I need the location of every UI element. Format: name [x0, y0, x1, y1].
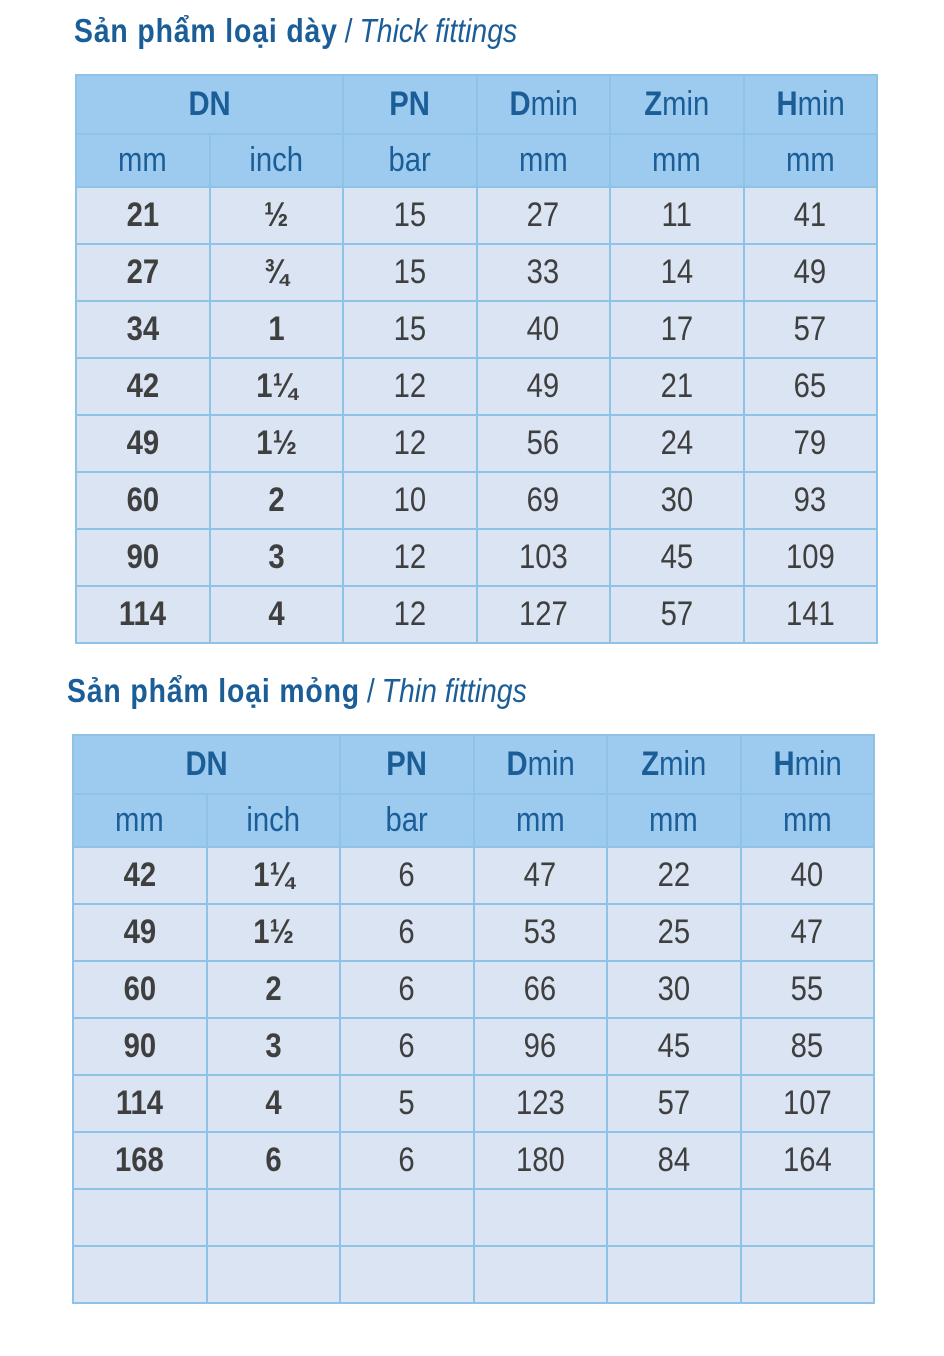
table-row: [73, 961, 874, 1018]
cell-dn-mm: [73, 1246, 207, 1303]
cell-dmin-mm: 103: [477, 529, 611, 586]
cell-dn-inch: 3: [210, 529, 344, 586]
cell-hmin-mm: 40: [741, 847, 875, 904]
unit-pn: bar: [340, 794, 474, 847]
unit-zmin: mm: [610, 134, 744, 187]
cell-dmin-mm: 127: [477, 586, 611, 643]
cell-pn-bar: [340, 1246, 474, 1303]
cell-dmin-mm: 49: [477, 358, 611, 415]
cell-hmin-mm: 85: [741, 1018, 875, 1075]
thick-section-title: [74, 12, 517, 50]
header-dn: DN: [76, 75, 343, 134]
cell-dn-mm: 60: [73, 961, 207, 1018]
title-separator: /: [344, 12, 353, 49]
cell-zmin-mm: 17: [610, 301, 744, 358]
cell-zmin-mm: 45: [607, 1018, 741, 1075]
cell-hmin-mm: 164: [741, 1132, 875, 1189]
cell-dn-inch: ½: [210, 187, 344, 244]
cell-hmin-mm: 141: [744, 586, 878, 643]
cell-dn-inch: 2: [210, 472, 344, 529]
unit-dn-inch: inch: [207, 794, 341, 847]
cell-zmin-mm: 84: [607, 1132, 741, 1189]
cell-dn-mm: 49: [73, 904, 207, 961]
cell-zmin-mm: 21: [610, 358, 744, 415]
cell-dmin-mm: 40: [477, 301, 611, 358]
cell-hmin-mm: 65: [744, 358, 878, 415]
cell-hmin-mm: 107: [741, 1075, 875, 1132]
header-hmin: Hmin: [741, 735, 875, 794]
cell-dn-inch: 1½: [210, 415, 344, 472]
cell-zmin-mm: [607, 1246, 741, 1303]
cell-zmin-mm: 24: [610, 415, 744, 472]
unit-dn-mm: mm: [73, 794, 207, 847]
cell-pn-bar: 12: [343, 586, 477, 643]
thin-section-title: [67, 672, 527, 710]
cell-dn-mm: 90: [76, 529, 210, 586]
cell-hmin-mm: [741, 1246, 875, 1303]
cell-dn-inch: 1½: [207, 904, 341, 961]
cell-dmin-mm: 27: [477, 187, 611, 244]
cell-dn-mm: 60: [76, 472, 210, 529]
cell-pn-bar: 15: [343, 187, 477, 244]
cell-pn-bar: 15: [343, 301, 477, 358]
cell-pn-bar: 6: [340, 904, 474, 961]
cell-dmin-mm: 56: [477, 415, 611, 472]
table-row: [73, 1189, 874, 1246]
cell-hmin-mm: 47: [741, 904, 875, 961]
thick-fittings-table: [75, 74, 878, 644]
cell-zmin-mm: 57: [610, 586, 744, 643]
cell-hmin-mm: 79: [744, 415, 878, 472]
cell-dmin-mm: [474, 1246, 608, 1303]
cell-zmin-mm: 45: [610, 529, 744, 586]
header-dn: DN: [73, 735, 340, 794]
cell-zmin-mm: 57: [607, 1075, 741, 1132]
cell-zmin-mm: 30: [610, 472, 744, 529]
table-row: [73, 1075, 874, 1132]
unit-dn-inch: inch: [210, 134, 344, 187]
header-dmin: Dmin: [477, 75, 611, 134]
cell-dn-inch: ¾: [210, 244, 344, 301]
table-row: [73, 1246, 874, 1303]
table-row: [76, 301, 877, 358]
table-row: [76, 586, 877, 643]
cell-zmin-mm: 22: [607, 847, 741, 904]
thin-fittings-table: [72, 734, 875, 1304]
table-row: [76, 244, 877, 301]
cell-dn-inch: 2: [207, 961, 341, 1018]
header-row: [73, 735, 874, 794]
cell-dmin-mm: 33: [477, 244, 611, 301]
cell-pn-bar: 12: [343, 529, 477, 586]
cell-dn-inch: [207, 1189, 341, 1246]
thick-title-vietnamese: Sản phẩm loại dày: [74, 12, 338, 49]
cell-hmin-mm: 57: [744, 301, 878, 358]
thin-title-english: Thin fittings: [381, 672, 527, 709]
cell-hmin-mm: 109: [744, 529, 878, 586]
unit-hmin: mm: [744, 134, 878, 187]
cell-hmin-mm: [741, 1189, 875, 1246]
table-row: [73, 1132, 874, 1189]
cell-zmin-mm: [607, 1189, 741, 1246]
table-row: [76, 415, 877, 472]
cell-dn-mm: 168: [73, 1132, 207, 1189]
unit-dmin: mm: [477, 134, 611, 187]
cell-dn-mm: 114: [76, 586, 210, 643]
unit-zmin: mm: [607, 794, 741, 847]
cell-dmin-mm: 123: [474, 1075, 608, 1132]
units-row: [76, 134, 877, 187]
cell-pn-bar: 5: [340, 1075, 474, 1132]
cell-dn-mm: 42: [73, 847, 207, 904]
thin-table-body: [73, 847, 874, 1303]
cell-dmin-mm: 69: [477, 472, 611, 529]
cell-dn-inch: 1¼: [210, 358, 344, 415]
header-zmin: Zmin: [607, 735, 741, 794]
cell-dn-inch: 4: [207, 1075, 341, 1132]
header-zmin: Zmin: [610, 75, 744, 134]
thick-title-english: Thick fittings: [359, 12, 518, 49]
header-row: [76, 75, 877, 134]
cell-zmin-mm: 30: [607, 961, 741, 1018]
cell-hmin-mm: 41: [744, 187, 878, 244]
cell-hmin-mm: 49: [744, 244, 878, 301]
cell-hmin-mm: 55: [741, 961, 875, 1018]
cell-pn-bar: [340, 1189, 474, 1246]
cell-dn-mm: [73, 1189, 207, 1246]
header-dmin: Dmin: [474, 735, 608, 794]
table-row: [73, 1018, 874, 1075]
header-hmin: Hmin: [744, 75, 878, 134]
thin-title-vietnamese: Sản phẩm loại mỏng: [67, 672, 361, 709]
cell-dn-inch: 6: [207, 1132, 341, 1189]
cell-pn-bar: 10: [343, 472, 477, 529]
table-row: [76, 472, 877, 529]
cell-dn-inch: 1¼: [207, 847, 341, 904]
cell-dn-inch: [207, 1246, 341, 1303]
cell-dn-inch: 1: [210, 301, 344, 358]
cell-dn-mm: 49: [76, 415, 210, 472]
unit-dmin: mm: [474, 794, 608, 847]
cell-dn-inch: 3: [207, 1018, 341, 1075]
cell-dn-mm: 21: [76, 187, 210, 244]
header-pn: PN: [340, 735, 474, 794]
cell-zmin-mm: 11: [610, 187, 744, 244]
title-separator: /: [366, 672, 375, 709]
cell-zmin-mm: 25: [607, 904, 741, 961]
cell-pn-bar: 12: [343, 358, 477, 415]
units-row: [73, 794, 874, 847]
cell-pn-bar: 6: [340, 847, 474, 904]
table-row: [73, 904, 874, 961]
thick-table-body: [76, 187, 877, 643]
cell-dmin-mm: 180: [474, 1132, 608, 1189]
unit-hmin: mm: [741, 794, 875, 847]
cell-pn-bar: 6: [340, 1132, 474, 1189]
cell-dmin-mm: [474, 1189, 608, 1246]
table-row: [76, 358, 877, 415]
cell-hmin-mm: 93: [744, 472, 878, 529]
cell-pn-bar: 15: [343, 244, 477, 301]
cell-dn-inch: 4: [210, 586, 344, 643]
cell-dn-mm: 90: [73, 1018, 207, 1075]
cell-zmin-mm: 14: [610, 244, 744, 301]
table-row: [73, 847, 874, 904]
cell-dmin-mm: 66: [474, 961, 608, 1018]
table-row: [76, 529, 877, 586]
cell-pn-bar: 6: [340, 1018, 474, 1075]
unit-pn: bar: [343, 134, 477, 187]
unit-dn-mm: mm: [76, 134, 210, 187]
cell-dmin-mm: 96: [474, 1018, 608, 1075]
cell-dmin-mm: 53: [474, 904, 608, 961]
header-pn: PN: [343, 75, 477, 134]
cell-pn-bar: 6: [340, 961, 474, 1018]
table-row: [76, 187, 877, 244]
cell-dn-mm: 114: [73, 1075, 207, 1132]
cell-dn-mm: 42: [76, 358, 210, 415]
cell-dmin-mm: 47: [474, 847, 608, 904]
cell-dn-mm: 27: [76, 244, 210, 301]
cell-dn-mm: 34: [76, 301, 210, 358]
cell-pn-bar: 12: [343, 415, 477, 472]
